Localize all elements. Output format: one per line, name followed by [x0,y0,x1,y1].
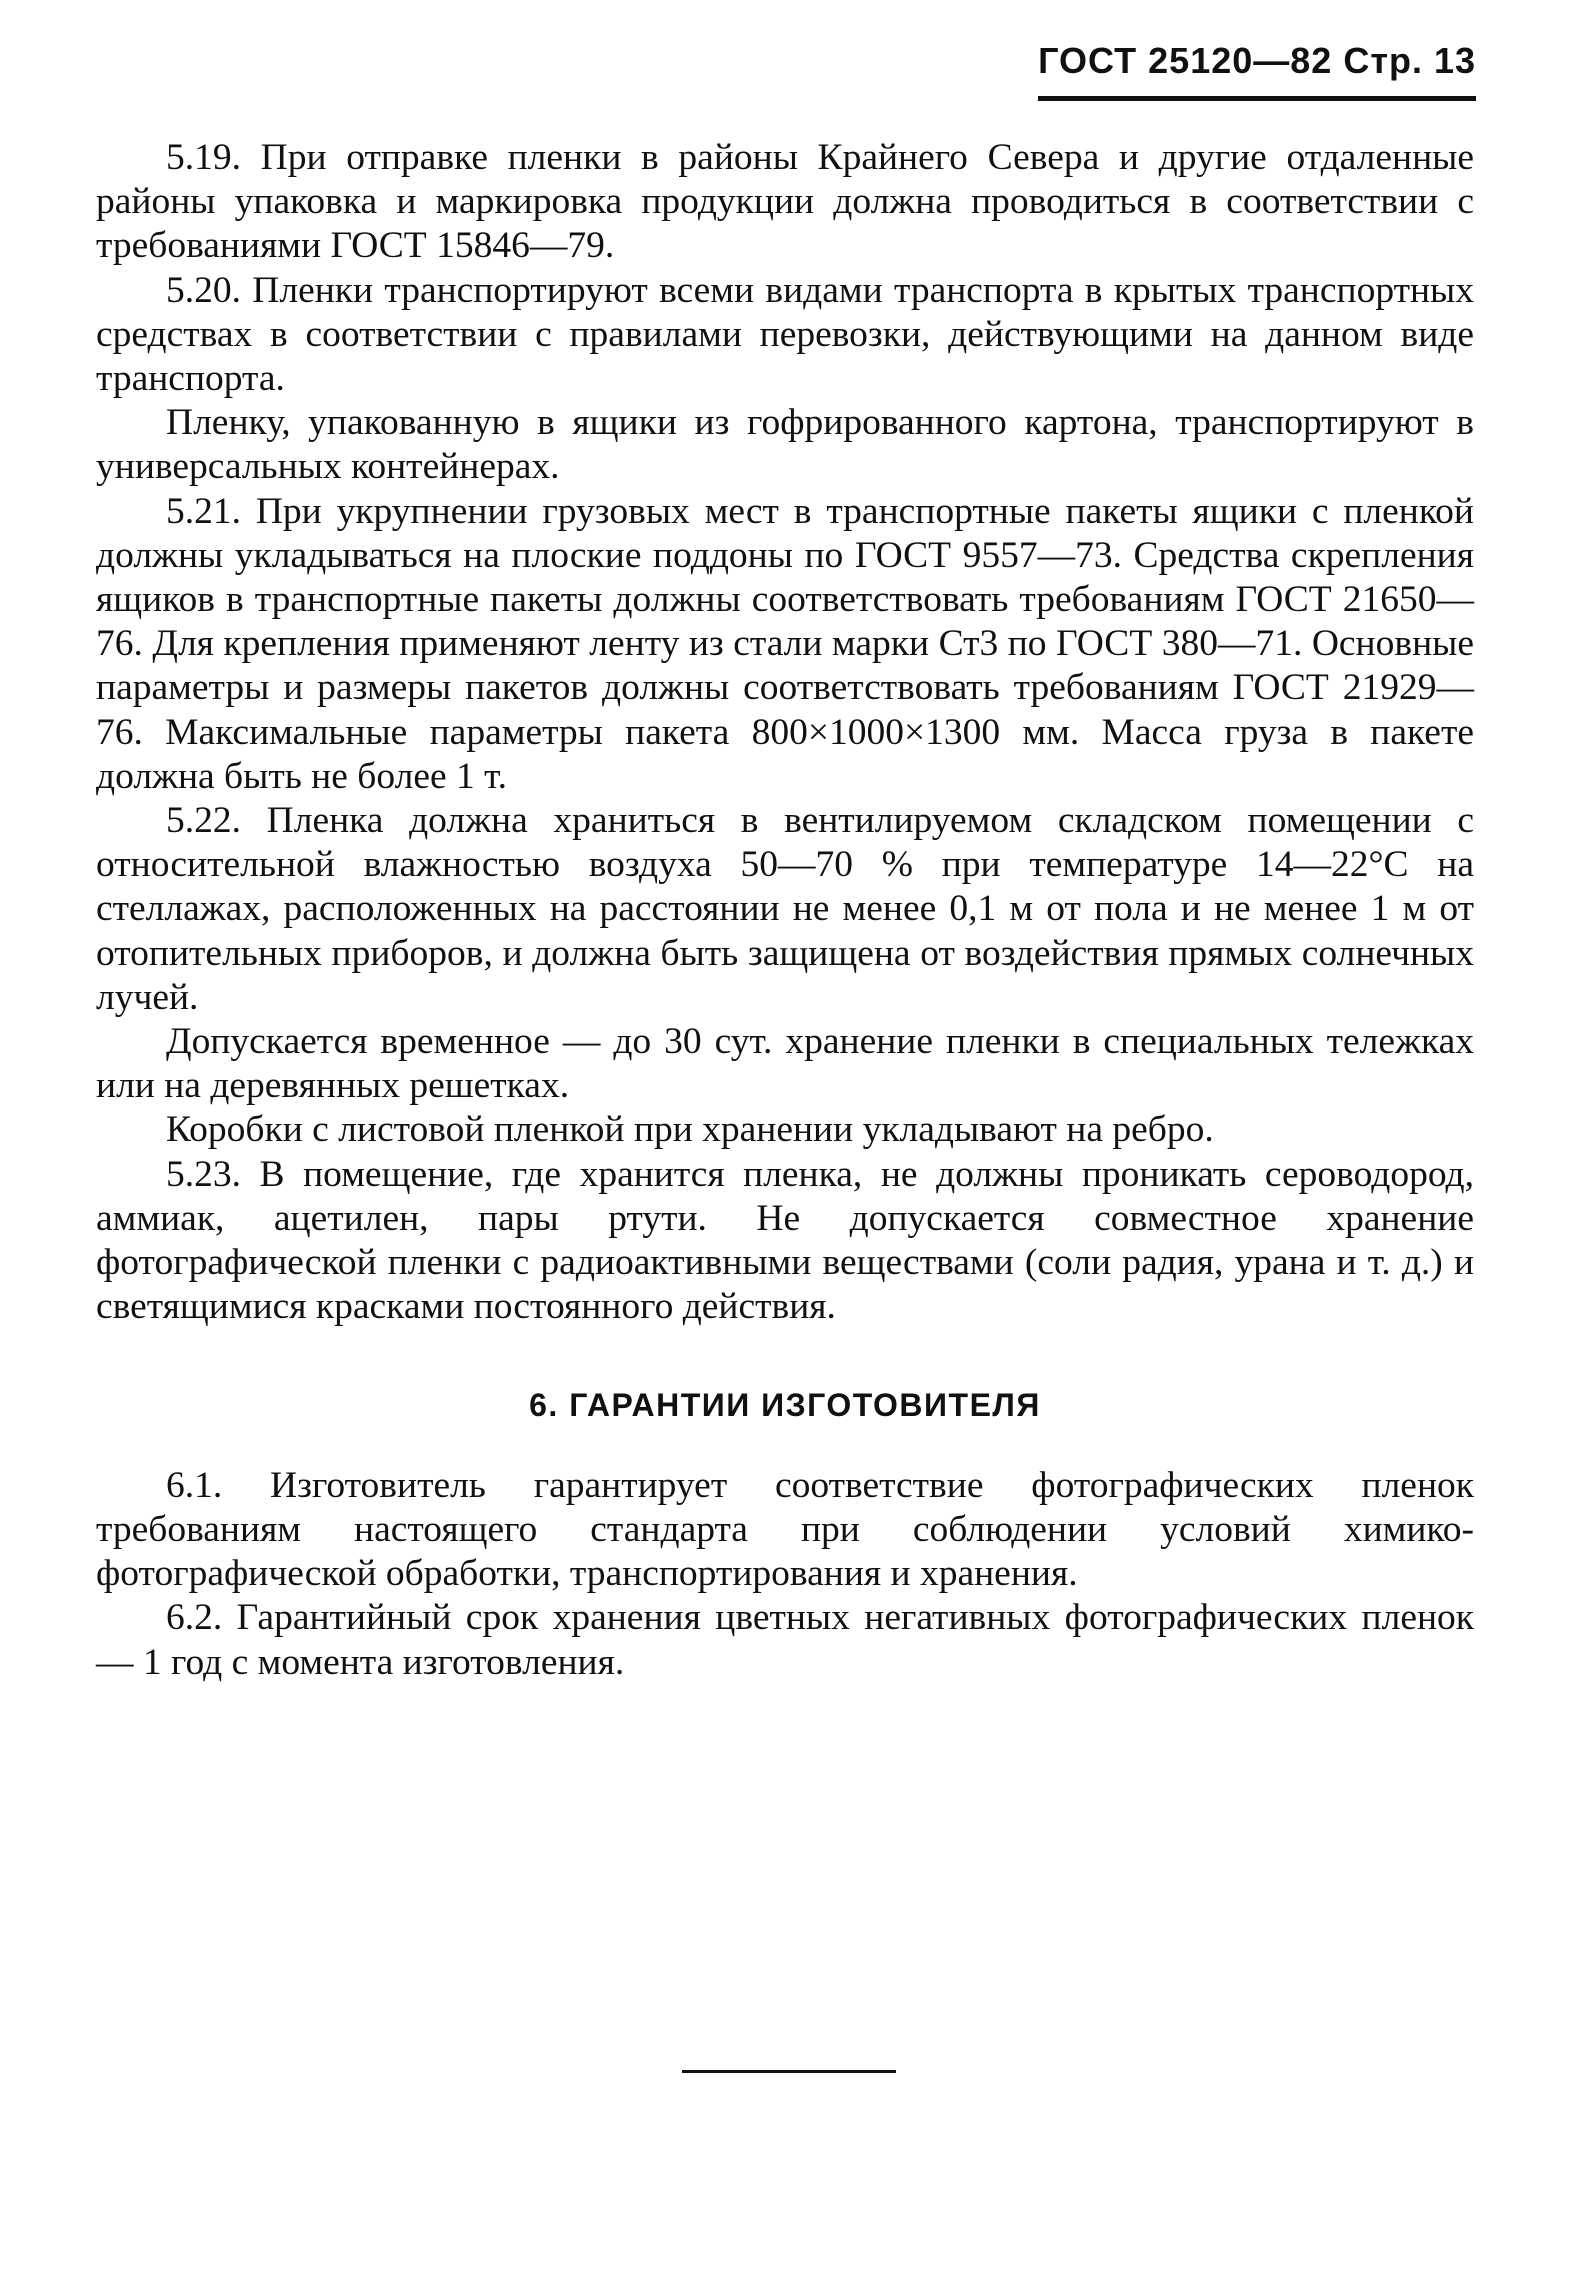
standard-number: ГОСТ 25120—82 [1038,40,1333,81]
paragraph-5-21: 5.21. При укрупнении грузовых мест в транспортные пакеты ящики с пленкой должны укладываться на плоские поддоны по ГОСТ 9557—73. Средства скрепления ящиков в транспортные пакеты должны соответствовать требованиям ГОСТ 21650—76. Для крепления применяют ленту из стали марки Ст3 по ГОСТ 380—71. Основные параметры и размеры пакетов должны соответствовать требованиям ГОСТ 21929—76. Максимальные параметры пакета 800×1000×1300 мм. Масса груза в пакете должна быть не более 1 т. [96,490,1474,797]
paragraph-5-20: 5.20. Пленки транспортируют всеми видами транспорта в крытых транспортных средствах в соответствии с правилами перевозки, действующими на данном виде транспорта. [96,269,1474,400]
page-number: Стр. 13 [1343,40,1476,81]
paragraph-5-22-cont-1: Допускается временное — до 30 сут. хранение пленки в специальных тележках или на деревянных решетках. [96,1021,1474,1107]
paragraph-6-2: 6.2. Гарантийный срок хранения цветных негативных фотографических пленок — 1 год с момента изготовления. [96,1597,1474,1683]
paragraph-6-1: 6.1. Изготовитель гарантирует соответствие фотографических пленок требованиям настоящего стандарта при соблюдении условий химико-фотографической обработки, транспортирования и хранения. [96,1464,1474,1595]
page-header [1038,40,1476,101]
end-rule-divider [682,2070,896,2073]
section-title: 6. ГАРАНТИИ ИЗГОТОВИТЕЛЯ [529,1387,1041,1424]
paragraph-5-22: 5.22. Пленка должна храниться в вентилируемом складском помещении с относительной влажностью воздуха 50—70 % при температуре 14—22°С на стеллажах, расположенных на расстоянии не менее 0,1 м от пола и не менее 1 м от отопительных приборов, и должна быть защищена от воздействия прямых солнечных лучей. [96,800,1474,1018]
body-text [96,136,1474,1685]
paragraph-5-20-cont: Пленку, упакованную в ящики из гофрированного картона, транспортируют в универсальных контейнерах. [96,402,1474,488]
paragraph-5-23: 5.23. В помещение, где хранится пленка, не должны проникать сероводород, аммиак, ацетилен, пары ртути. Не допускается совместное хранение фотографической пленки с радиоактивными веществами (соли радия, урана и т. д.) и светящимися красками постоянного действия. [96,1153,1474,1328]
paragraph-5-19: 5.19. При отправке пленки в районы Крайнего Севера и другие отдаленные районы упаковка и маркировка продукции должна проводиться в соответствии с требованиями ГОСТ 15846—79. [96,137,1474,267]
paragraph-5-22-cont-2: Коробки с листовой пленкой при хранении укладывают на ребро. [166,1109,1214,1151]
